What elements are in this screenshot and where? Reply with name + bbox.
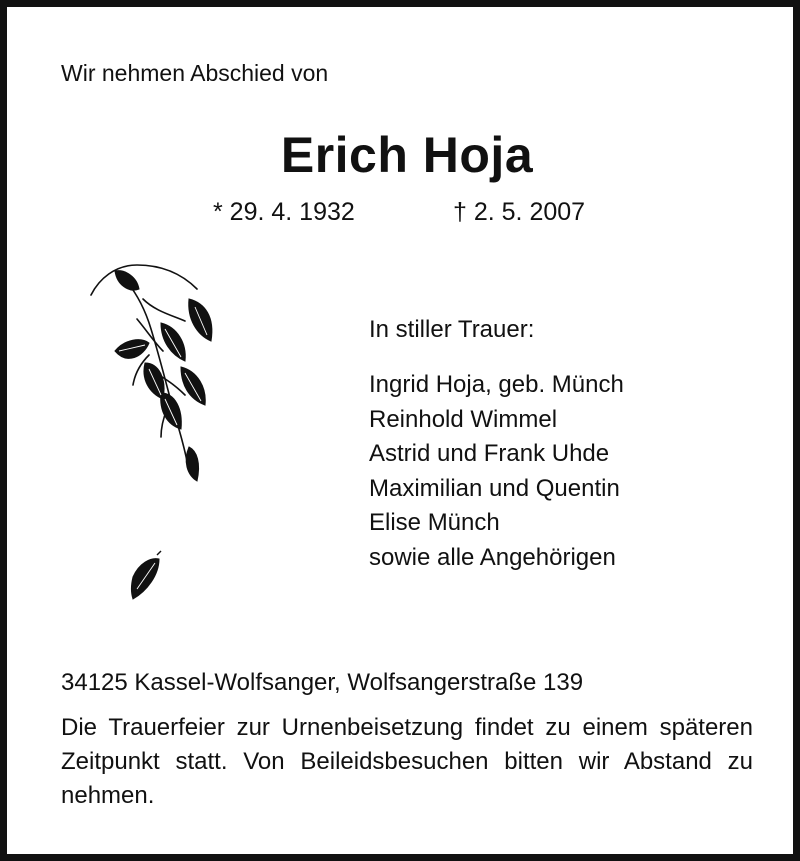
mourner-name: Elise Münch xyxy=(369,509,500,536)
mourner-name: Reinhold Wimmel xyxy=(369,405,558,433)
mourner-name: Astrid und Frank Uhde xyxy=(369,440,610,467)
death-date: † 2. 5. 2007 xyxy=(453,198,586,226)
deceased-name: Erich Hoja xyxy=(280,127,534,183)
mourners-heading: In stiller Trauer: xyxy=(369,316,535,343)
intro-text: Wir nehmen Abschied von xyxy=(61,60,329,86)
funeral-notice-text: Die Trauerfeier zur Urnenbeisetzung findet zu einem späteren Zeitpunkt statt. Von Beileidsbesuchen bitten wir Abstand zu nehmen. xyxy=(61,714,753,809)
mourner-name: Maximilian und Quentin xyxy=(369,474,620,502)
mourner-name: sowie alle Angehörigen xyxy=(369,543,616,571)
birch-branch-icon xyxy=(85,259,235,609)
address-line: 34125 Kassel-Wolfsanger, Wolfsangerstraße 139 xyxy=(61,669,584,696)
mourner-name: Ingrid Hoja, geb. Münch xyxy=(369,371,624,398)
birth-date: * 29. 4. 1932 xyxy=(213,198,355,226)
mourners-block xyxy=(369,313,624,575)
